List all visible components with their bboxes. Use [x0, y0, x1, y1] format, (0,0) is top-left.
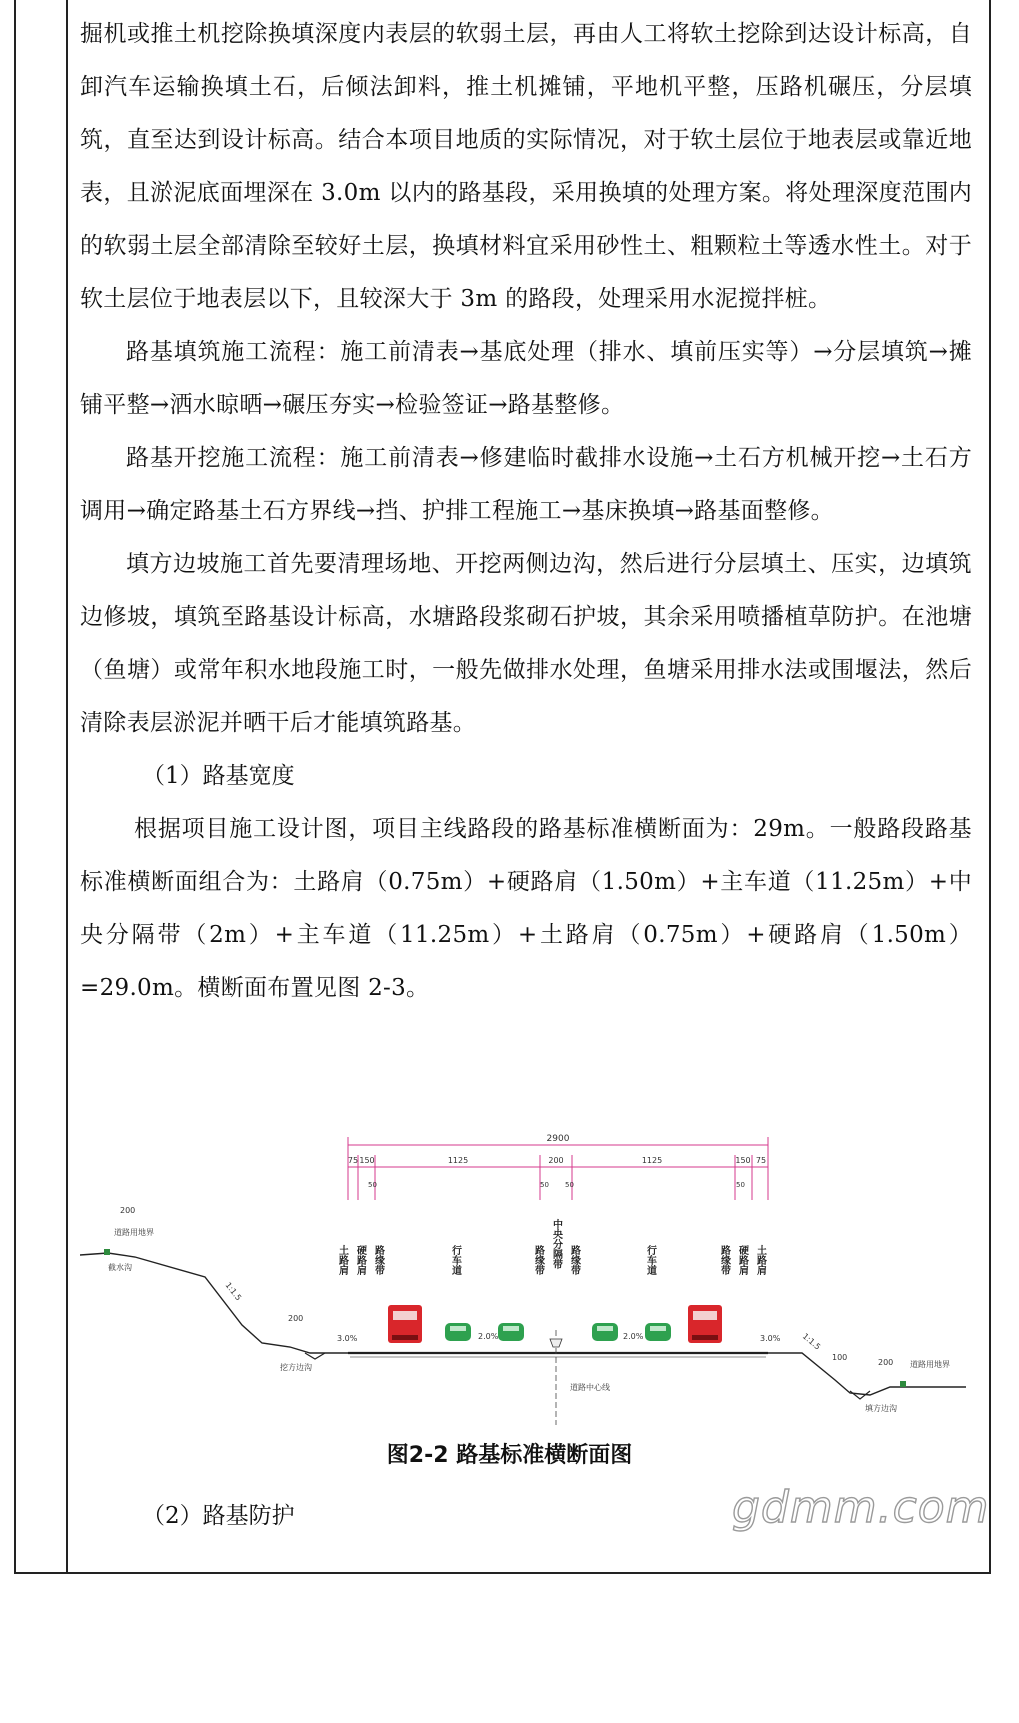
watermark-logo: gdmm.com — [732, 1482, 990, 1533]
label-soil-shoulder-left: 土路肩 — [336, 1245, 348, 1275]
cross-section-diagram — [80, 1125, 972, 1425]
dim-5: 1125 — [641, 1156, 663, 1165]
ground-profile — [80, 1253, 966, 1395]
left-ditch: 截水沟 — [108, 1263, 132, 1272]
label-median: 中央分隔带 — [550, 1219, 562, 1269]
left-slope-ratio: 1:1.5 — [223, 1280, 244, 1303]
right-berm-200: 200 — [878, 1358, 894, 1367]
dim-50-center-left: 50 — [540, 1181, 549, 1189]
dim-50-center-right: 50 — [565, 1181, 574, 1189]
label-edge-strip-right: 路缘带 — [718, 1245, 730, 1275]
dim-1: 75 — [347, 1156, 359, 1165]
left-land-edge: 道路用地界 — [114, 1228, 154, 1237]
dim-2: 150 — [359, 1156, 375, 1165]
label-soil-shoulder-right: 土路肩 — [754, 1245, 766, 1275]
dim-3: 1125 — [447, 1156, 469, 1165]
document-body — [80, 8, 972, 1015]
truck-right-icon — [688, 1305, 722, 1343]
label-lane-left: 行车道 — [449, 1245, 461, 1275]
label-hard-shoulder-right: 硬路肩 — [736, 1245, 748, 1275]
slope-right-lane: 2.0% — [623, 1332, 644, 1341]
table-right-border — [989, 0, 991, 1574]
slope-left-shoulder: 3.0% — [337, 1334, 358, 1343]
table-inner-border — [66, 0, 68, 1574]
left-drain: 挖方边沟 — [280, 1363, 312, 1372]
cross-section-figure — [80, 1125, 972, 1723]
car-3-icon — [592, 1323, 618, 1341]
dim-50-left: 50 — [368, 1181, 377, 1189]
truck-left-icon — [388, 1305, 422, 1343]
figure-caption: 图2-2 路基标准横断面图 — [386, 1443, 633, 1468]
left-berm-200: 200 — [120, 1206, 136, 1215]
table-left-border — [14, 0, 16, 1574]
dim-6: 150 — [735, 1156, 751, 1165]
paragraph-width: 根据项目施工设计图，项目主线路段的路基标准横断面为：29m。一般路段路基标准横断面组合为：土路肩（0.75m）+硬路肩（1.50m）+主车道（11.25m）+中央分隔带（2m）+主车道（11.25m）+土路肩（0.75m）+硬路肩（1.50m）=29.0m。横断面布置见图 2-3。 — [80, 816, 972, 1001]
right-land-edge: 道路用地界 — [910, 1360, 950, 1369]
slope-left-lane: 2.0% — [478, 1332, 499, 1341]
label-hard-shoulder-left: 硬路肩 — [354, 1245, 366, 1275]
dim-50-right: 50 — [736, 1181, 745, 1189]
car-2-icon — [498, 1323, 524, 1341]
right-ditch: 填方边沟 — [865, 1404, 897, 1413]
dim-4: 200 — [548, 1156, 564, 1165]
section-heading-protection: （2）路基防护 — [142, 1503, 295, 1529]
right-slope-ratio: 1:1.5 — [800, 1331, 823, 1352]
car-1-icon — [445, 1323, 471, 1341]
car-4-icon — [645, 1323, 671, 1341]
section-heading-width: （1）路基宽度 — [142, 763, 295, 789]
right-berm-100: 100 — [832, 1353, 848, 1362]
label-lane-right: 行车道 — [644, 1245, 656, 1275]
left-berm-label: 200 — [288, 1314, 304, 1323]
label-edge-strip-center-left: 路缘带 — [532, 1245, 544, 1275]
paragraph-fill-process: 路基填筑施工流程：施工前清表→基底处理（排水、填前压实等）→分层填筑→摊铺平整→洒水晾晒→碾压夯实→检验签证→路基整修。 — [80, 339, 972, 418]
slope-right-shoulder: 3.0% — [760, 1334, 781, 1343]
paragraph-excavation-process: 路基开挖施工流程：施工前清表→修建临时截排水设施→土石方机械开挖→土石方调用→确定路基土石方界线→挡、护排工程施工→基床换填→路基面整修。 — [80, 445, 972, 524]
label-edge-strip-center-right: 路缘带 — [568, 1245, 580, 1275]
dim-7: 75 — [755, 1156, 767, 1165]
center-line-label: 道路中心线 — [570, 1383, 610, 1392]
label-edge-strip-left: 路缘带 — [372, 1245, 384, 1275]
dim-total: 2900 — [546, 1134, 570, 1144]
paragraph-slope: 填方边坡施工首先要清理场地、开挖两侧边沟，然后进行分层填土、压实，边填筑边修坡，填筑至路基设计标高，水塘路段浆砌石护坡，其余采用喷播植草防护。在池塘（鱼塘）或常年积水地段施工时，一般先做排水处理，鱼塘采用排水法或围堰法，然后清除表层淤泥并晒干后才能填筑路基。 — [80, 551, 972, 736]
paragraph-softsoil: 掘机或推土机挖除换填深度内表层的软弱土层，再由人工将软土挖除到达设计标高，自卸汽车运输换填土石，后倾法卸料，推土机摊铺，平地机平整，压路机碾压，分层填筑，直至达到设计标高。结合本项目地质的实际情况，对于软土层位于地表层或靠近地表，且淤泥底面埋深在 3.0m 以内的路基段，采用换填的处理方案。将处理深度范围内的软弱土层全部清除至较好土层，换填材料宜采用砂性土、粗颗粒土等透水性土。对于软土层位于地表层以下，且较深大于 3m 的路段，处理采用水泥搅拌桩。 — [80, 21, 972, 312]
